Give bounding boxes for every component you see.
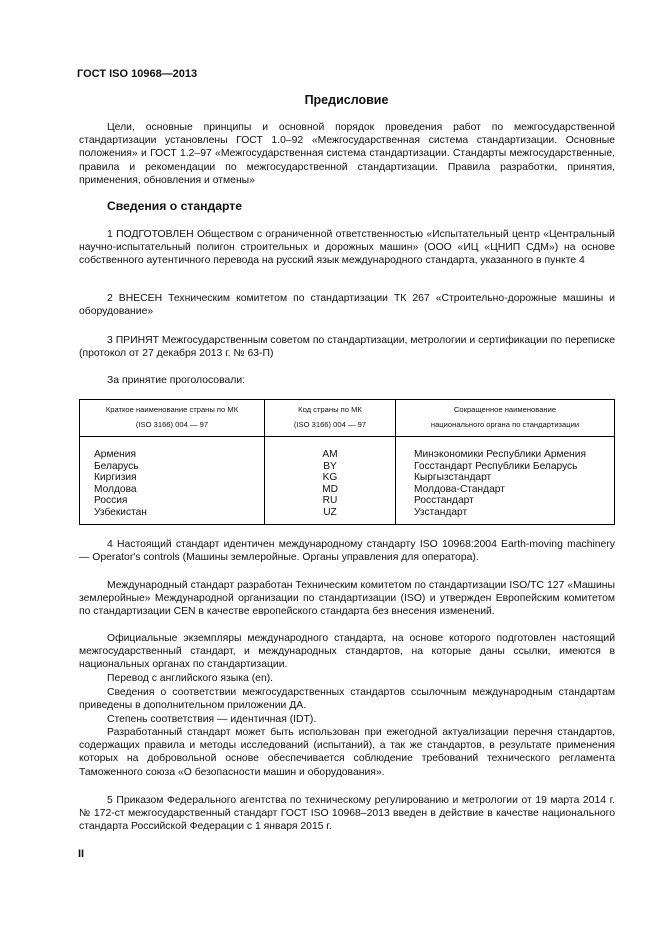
item-4-paragraph: 4 Настоящий стандарт идентичен международному стандарту ISO 10968:2004 Earth-moving machinery — Operator's controls (Машины землеройные. Органы управления для оператора). (79, 539, 615, 564)
body-column: Минэкономики Республики Армения Госстандарт Республики Беларусь Кыргызстандарт Молдова-Стандарт Росстандарт Узстандарт (396, 437, 615, 525)
table-header-country: Краткое наименование страны по МК (ISO 3166) 004 — 97 (80, 400, 265, 437)
intro-paragraph: Цели, основные принципы и основной порядок проведения работ по межгосударственной стандартизации установлены ГОСТ 1.0–92 «Межгосударственная система стандартизации. Основные положения» и ГОСТ 1.2–97 «Межгосударственная система стандартизации. Стандарты межгосударственные, правила и рекомендации по межгосударственной стандартизации. Правила разработки, принятия, применения, обновления и отмены» (79, 122, 615, 186)
votes-table (79, 399, 615, 525)
item-4-origin-paragraph: Международный стандарт разработан Техническим комитетом по стандартизации ISO/TC 127 «Машины землеройные» Международной организации по стандартизации (ISO) и утвержден Европейским комитетом по стандартизации CEN в качестве европейского стандарта без внесения изменений. (79, 580, 615, 618)
item-4-appendix-paragraph: Сведения о соответствии межгосударственных стандартов ссылочным международным стандартам приведены в дополнительном приложении ДА. (79, 687, 615, 712)
page-title-text: Предисловие (304, 93, 389, 107)
item-4-degree-paragraph: Степень соответствия — идентичная (IDT). (107, 714, 317, 725)
page-title (0, 94, 661, 107)
page-number: II (78, 848, 85, 860)
section-title: Сведения о стандарте (107, 199, 243, 213)
item-4-copies-paragraph: Официальные экземпляры международного стандарта, на основе которого подготовлен настоящий межгосударственный стандарт, и международных стандартов, на которые даны ссылки, имеются в национальных органах по стандартизации. (79, 633, 615, 671)
item-4-usage-paragraph: Разработанный стандарт может быть использован при ежегодной актуализации перечня стандартов, содержащих правила и методы исследований (испытаний), а так же стандартов, в результате применения которых на добровольной основе обеспечивается соблюдение требований технического регламента Таможенного союза «О безопасности машин и оборудования». (79, 727, 615, 778)
item-2-paragraph: 2 ВНЕСЕН Техническим комитетом по стандартизации ТК 267 «Строительно-дорожные машины и оборудование» (79, 293, 615, 318)
item-3-paragraph: 3 ПРИНЯТ Межгосударственным советом по стандартизации, метрологии и сертификации по переписке (протокол от 27 декабря 2013 г. № 63-П) (79, 335, 615, 360)
country-column: Армения Беларусь Киргизия Молдова Россия Узбекистан (80, 437, 265, 525)
item-1-paragraph: 1 ПОДГОТОВЛЕН Обществом с ограниченной ответственностью «Испытательный центр «Центральный научно-испытательный полигон строительных и дорожных машин» (ООО «ИЦ «ЦНИП СДМ») на основе собственного аутентичного перевода на русский язык международного стандарта, указанного в пункте 4 (79, 229, 615, 267)
item-4-translation-paragraph: Перевод с английского языка (en). (107, 673, 274, 684)
vote-intro: За принятие проголосовали: (107, 375, 246, 386)
code-column: AM BY KG MD RU UZ (265, 437, 396, 525)
table-header-code: Код страны по МК (ISO 3166) 004 — 97 (265, 400, 396, 437)
table-row (80, 437, 615, 525)
item-5-paragraph: 5 Приказом Федерального агентства по техническому регулированию и метрологии от 19 марта 2014 г. № 172-ст межгосударственный стандарт ГОСТ ISO 10968–2013 введен в действие в качестве национального стандарта Российской Федерации с 1 января 2015 г. (79, 795, 615, 833)
document-code: ГОСТ ISO 10968—2013 (77, 68, 198, 80)
table-header-body: Сокращенное наименование национального органа по стандартизации (396, 400, 615, 437)
